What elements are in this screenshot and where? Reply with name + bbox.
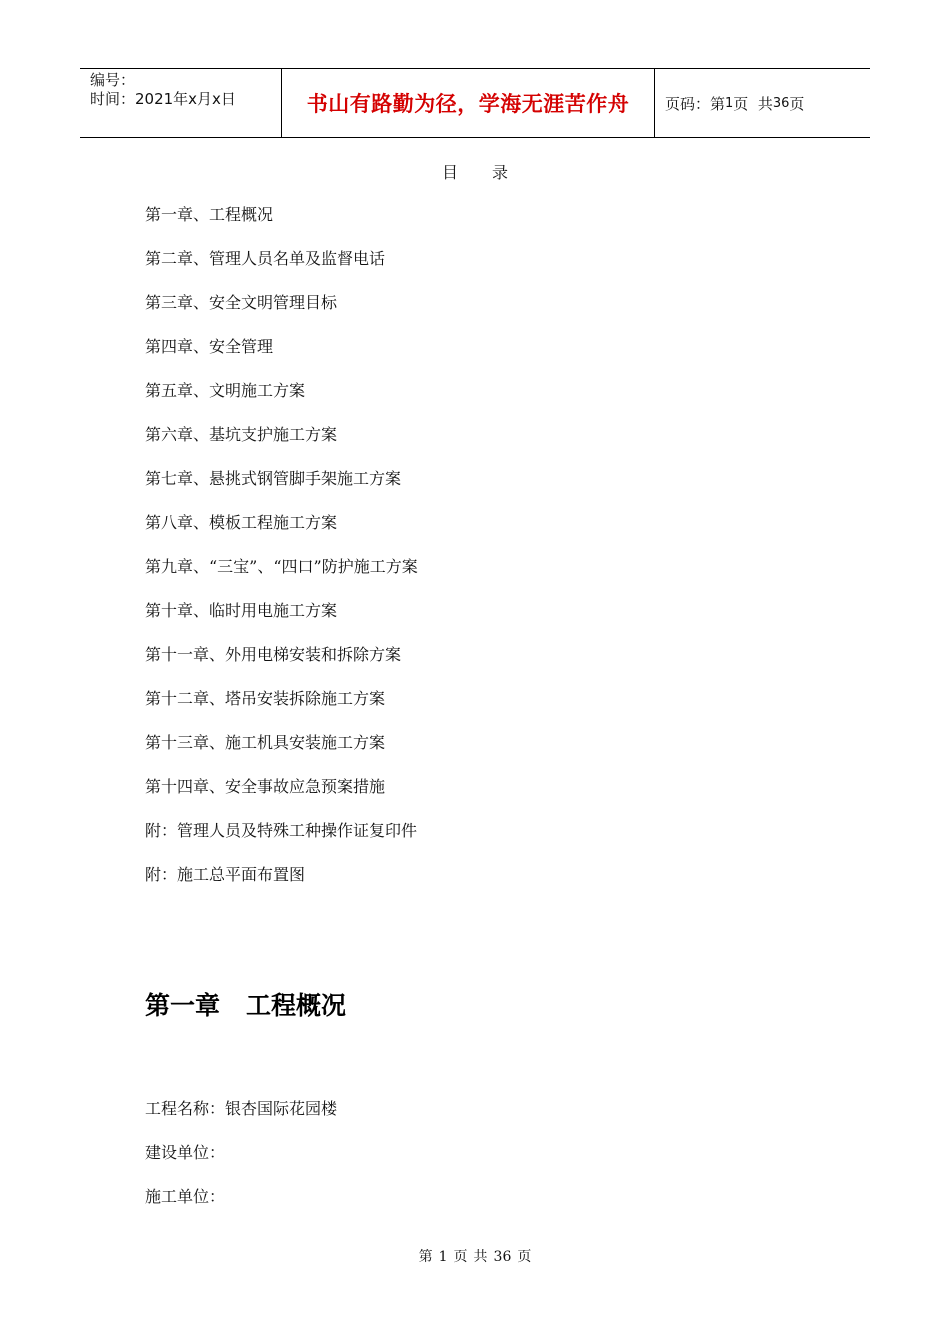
footer-total-pages: 36	[493, 1249, 512, 1265]
document-time-label: 时间：2021年x月x日	[90, 90, 236, 108]
footer-page-number: 1	[438, 1249, 448, 1265]
toc-item[interactable]: 第十二章、塔吊安装拆除施工方案	[145, 689, 386, 708]
toc-item[interactable]: 第一章、工程概况	[145, 205, 274, 224]
toc-item[interactable]: 第八章、模板工程施工方案	[145, 513, 338, 532]
toc-title-left: 目	[441, 163, 458, 182]
header-page-mid: 页 共	[733, 94, 773, 113]
project-info-fields	[145, 1098, 337, 1230]
document-number-label: 编号：	[90, 71, 136, 89]
toc-item[interactable]: 第十一章、外用电梯安装和拆除方案	[145, 645, 402, 664]
footer-word-total: 共	[473, 1249, 488, 1265]
toc-item[interactable]: 第十四章、安全事故应急预案措施	[145, 777, 386, 796]
page-footer	[0, 1246, 950, 1266]
toc-item[interactable]: 第三章、安全文明管理目标	[145, 293, 338, 312]
header-page-prefix: 页码：第	[665, 94, 726, 113]
footer-word-first: 第	[418, 1249, 433, 1265]
toc-item[interactable]: 第十章、临时用电施工方案	[145, 601, 338, 620]
toc-item[interactable]: 第四章、安全管理	[145, 337, 274, 356]
header-page-current: 1	[725, 95, 734, 111]
toc-item[interactable]: 第二章、管理人员名单及监督电话	[145, 249, 386, 268]
toc-item[interactable]: 第十三章、施工机具安装施工方案	[145, 733, 386, 752]
header-page-cell	[655, 69, 870, 137]
chapter-heading	[145, 986, 346, 1022]
toc-item[interactable]: 附：施工总平面布置图	[145, 865, 306, 884]
header-page-total: 36	[772, 95, 790, 111]
contractor-unit-field: 施工单位：	[145, 1187, 226, 1206]
toc-item[interactable]: 第五章、文明施工方案	[145, 381, 306, 400]
toc-item[interactable]: 第六章、基坑支护施工方案	[145, 425, 338, 444]
chapter-number: 第一章	[145, 991, 221, 1020]
header-page-suffix: 页	[789, 94, 805, 113]
owner-unit-field: 建设单位：	[145, 1143, 226, 1162]
footer-word-page: 页	[453, 1249, 468, 1265]
header-motto: 书山有路勤为径，学海无涯苦作舟	[306, 92, 630, 116]
header-motto-cell	[282, 69, 655, 137]
project-name-field: 工程名称：银杏国际花园楼	[145, 1099, 338, 1118]
header-info-cell	[80, 69, 282, 137]
chapter-title: 工程概况	[246, 991, 347, 1020]
toc-title	[0, 160, 950, 183]
table-of-contents	[145, 204, 418, 908]
toc-item[interactable]: 第七章、悬挑式钢管脚手架施工方案	[145, 469, 402, 488]
page-header	[80, 68, 870, 138]
toc-title-right: 录	[492, 163, 509, 182]
toc-item[interactable]: 附：管理人员及特殊工种操作证复印件	[145, 821, 418, 840]
footer-word-page-end: 页	[517, 1249, 532, 1265]
toc-item[interactable]: 第九章、“三宝”、“四口”防护施工方案	[145, 557, 418, 576]
